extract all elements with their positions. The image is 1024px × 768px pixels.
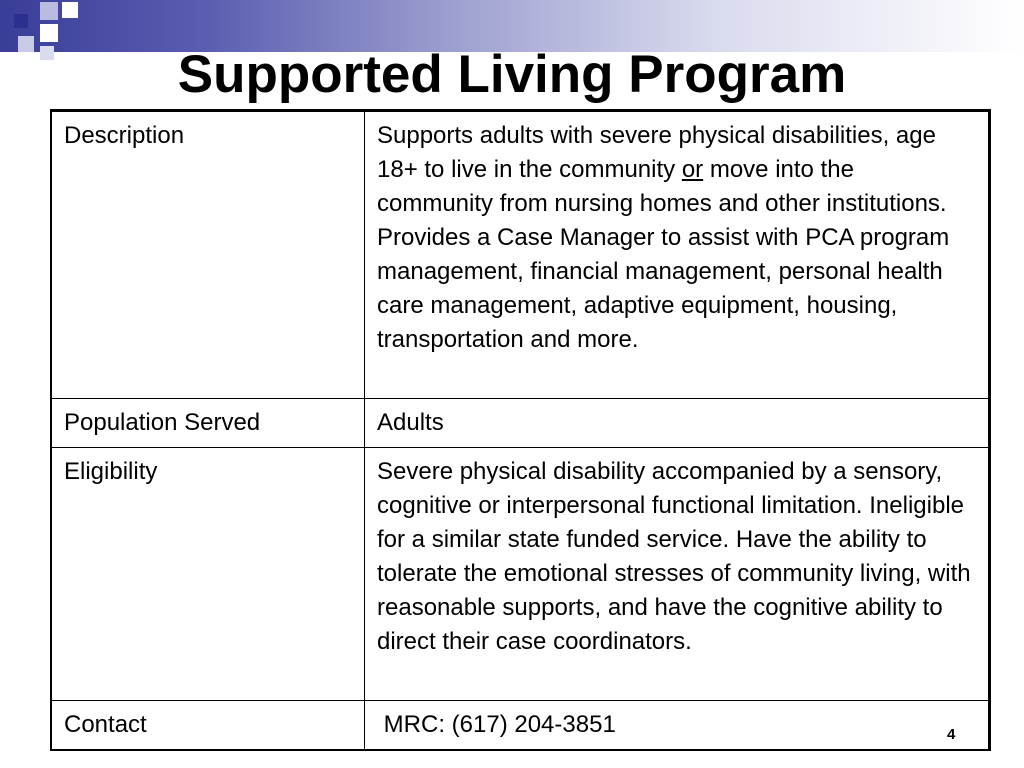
row-label-contact: Contact [51,701,365,751]
row-label-population: Population Served [51,399,365,448]
row-value-description [365,111,990,399]
row-label-eligibility: Eligibility [51,448,365,701]
row-value-eligibility: Severe physical disability accompanied by a sensory, cognitive or interpersonal functional limitation. Ineligible for a similar state funded service. Have the ability to tolerate the emotional stresses of community living, with reasonable supports, and have the cognitive ability to direct their case coordinators. [365,448,990,701]
description-text-start: Supports adults with severe physical disabilities, age 18+ to live in the community [377,122,936,183]
table-row [51,399,990,448]
description-underlined-or: or [681,156,704,183]
row-value-contact [365,701,990,751]
row-value-population: Adults [365,399,990,448]
contact-phone: MRC: (617) 204-3851 [383,711,616,738]
table-row [51,448,990,701]
table-row [51,111,990,399]
page-number: 4 [947,726,956,743]
slide-title: Supported Living Program [177,45,847,104]
description-text-end: move into the community from nursing homes and other institutions. Provides a Case Manager to assist with PCA program management, financial management, personal health care management, adaptive equipment, housing, transportation and more. [377,156,950,353]
table-row [51,701,990,751]
program-info-table [50,109,991,751]
row-label-description: Description [51,111,365,399]
